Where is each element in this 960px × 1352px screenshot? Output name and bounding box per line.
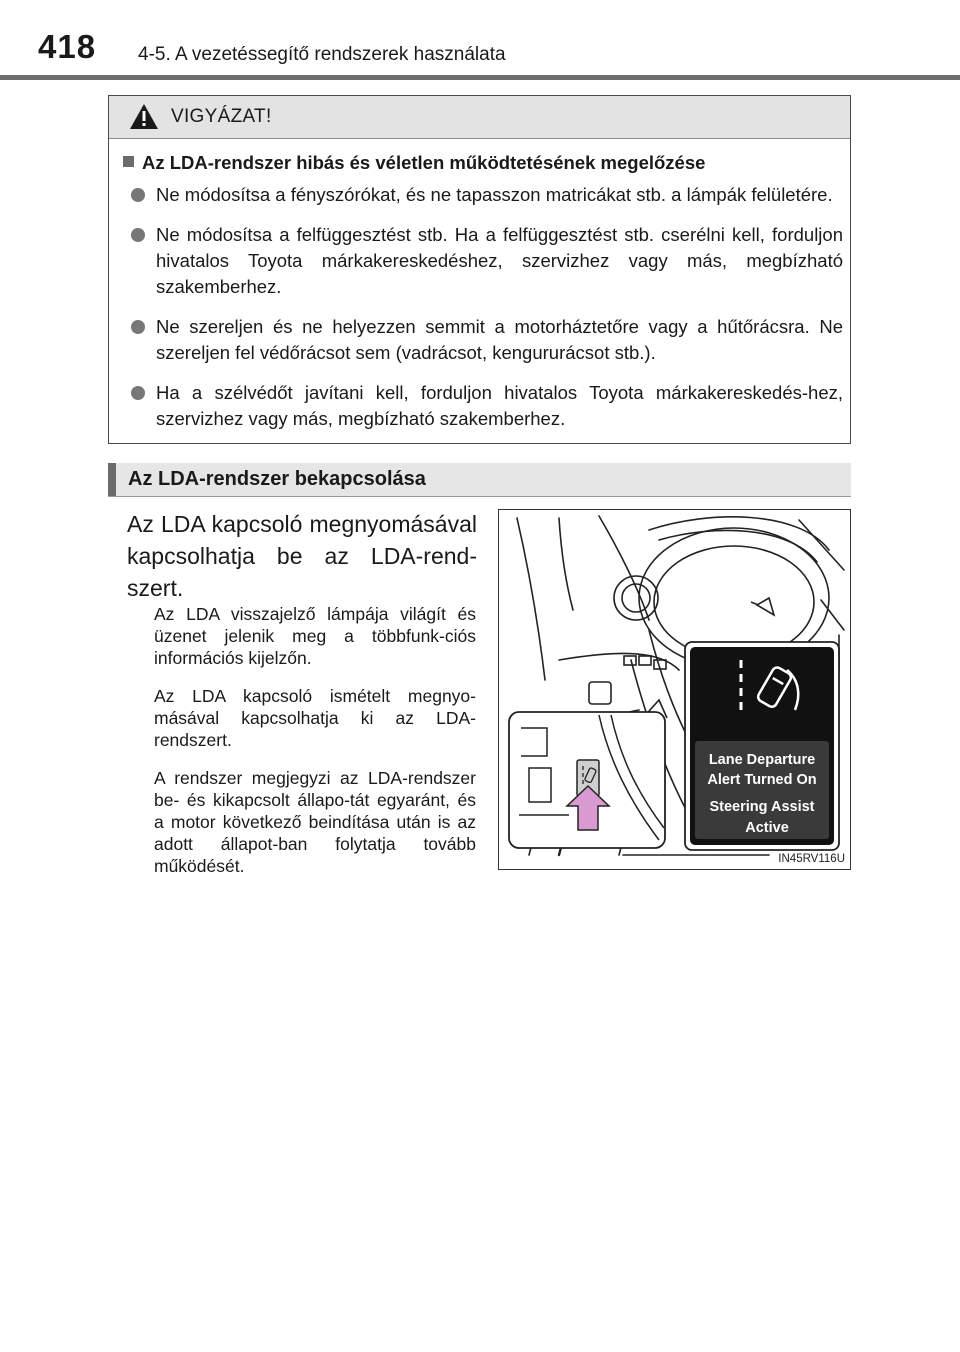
bullet-icon	[131, 320, 145, 334]
warning-section-title	[123, 152, 705, 174]
display-line-2: Alert Turned On	[707, 772, 817, 788]
intro-text: Az LDA kapcsoló megnyomásával kapcsolhatja be az LDA-rend-szert.	[127, 511, 477, 601]
illustration-figure	[498, 509, 851, 870]
list-item: Ne szereljen és ne helyezzen semmit a motorháztetőre vagy a hűtőrácsra. Ne szereljen fel védőrácsot sem (vadrácsot, kengururácsot stb.).	[131, 314, 843, 366]
page-number: 418	[38, 28, 97, 65]
display-line-4: Active	[745, 820, 789, 836]
list-item: Ne módosítsa a felfüggesztést stb. Ha a felfüggesztést stb. cserélni kell, forduljon hivatalos Toyota márkakereskedéshez, szervizhez vagy más, megbízható szakemberhez.	[131, 222, 843, 300]
warning-label: VIGYÁZAT!	[171, 106, 272, 127]
header-rule	[0, 75, 960, 80]
warning-triangle-icon	[129, 103, 159, 130]
bullet-icon	[131, 386, 145, 400]
warning-box	[108, 95, 851, 444]
list-item: Ne módosítsa a fényszórókat, és ne tapasszon matricákat stb. a lámpák felületére.	[131, 182, 843, 208]
note-1: Az LDA visszajelző lámpája világít és üzenet jelenik meg a többfunk-ciós információs kijelzőn.	[154, 604, 476, 668]
display-line-3: Steering Assist	[709, 799, 815, 815]
section-heading	[108, 463, 851, 497]
bullet-icon	[131, 228, 145, 242]
list-item: Ha a szélvédőt javítani kell, forduljon hivatalos Toyota márkakereskedés-hez, szervizhez vagy más, megbízható szakemberhez.	[131, 380, 843, 432]
note-2: Az LDA kapcsoló ismételt megnyo-másával kapcsolhatja ki az LDA-rendszert.	[154, 686, 476, 750]
section-heading-bar	[108, 463, 116, 496]
chapter-title: 4-5. A vezetéssegítő rendszerek használata	[138, 44, 506, 65]
section-heading-title: Az LDA-rendszer bekapcsolása	[128, 468, 426, 490]
square-bullet-icon	[123, 156, 134, 167]
note-3: A rendszer megjegyzi az LDA-rendszer be- és kikapcsolt állapo-tát egyaránt, és a motor következő beindítása után is az adott állapot-ban folytatja tovább működését.	[154, 768, 476, 876]
warning-list	[131, 182, 843, 446]
display-line-1: Lane Departure	[708, 752, 816, 768]
bullet-icon	[131, 188, 145, 202]
warning-header	[109, 96, 850, 139]
warning-section-title-text: Az LDA-rendszer hibás és véletlen működtetésének megelőzése	[142, 152, 706, 173]
dashboard-illustration	[499, 510, 849, 868]
figure-code: IN45RV116U	[778, 853, 845, 865]
